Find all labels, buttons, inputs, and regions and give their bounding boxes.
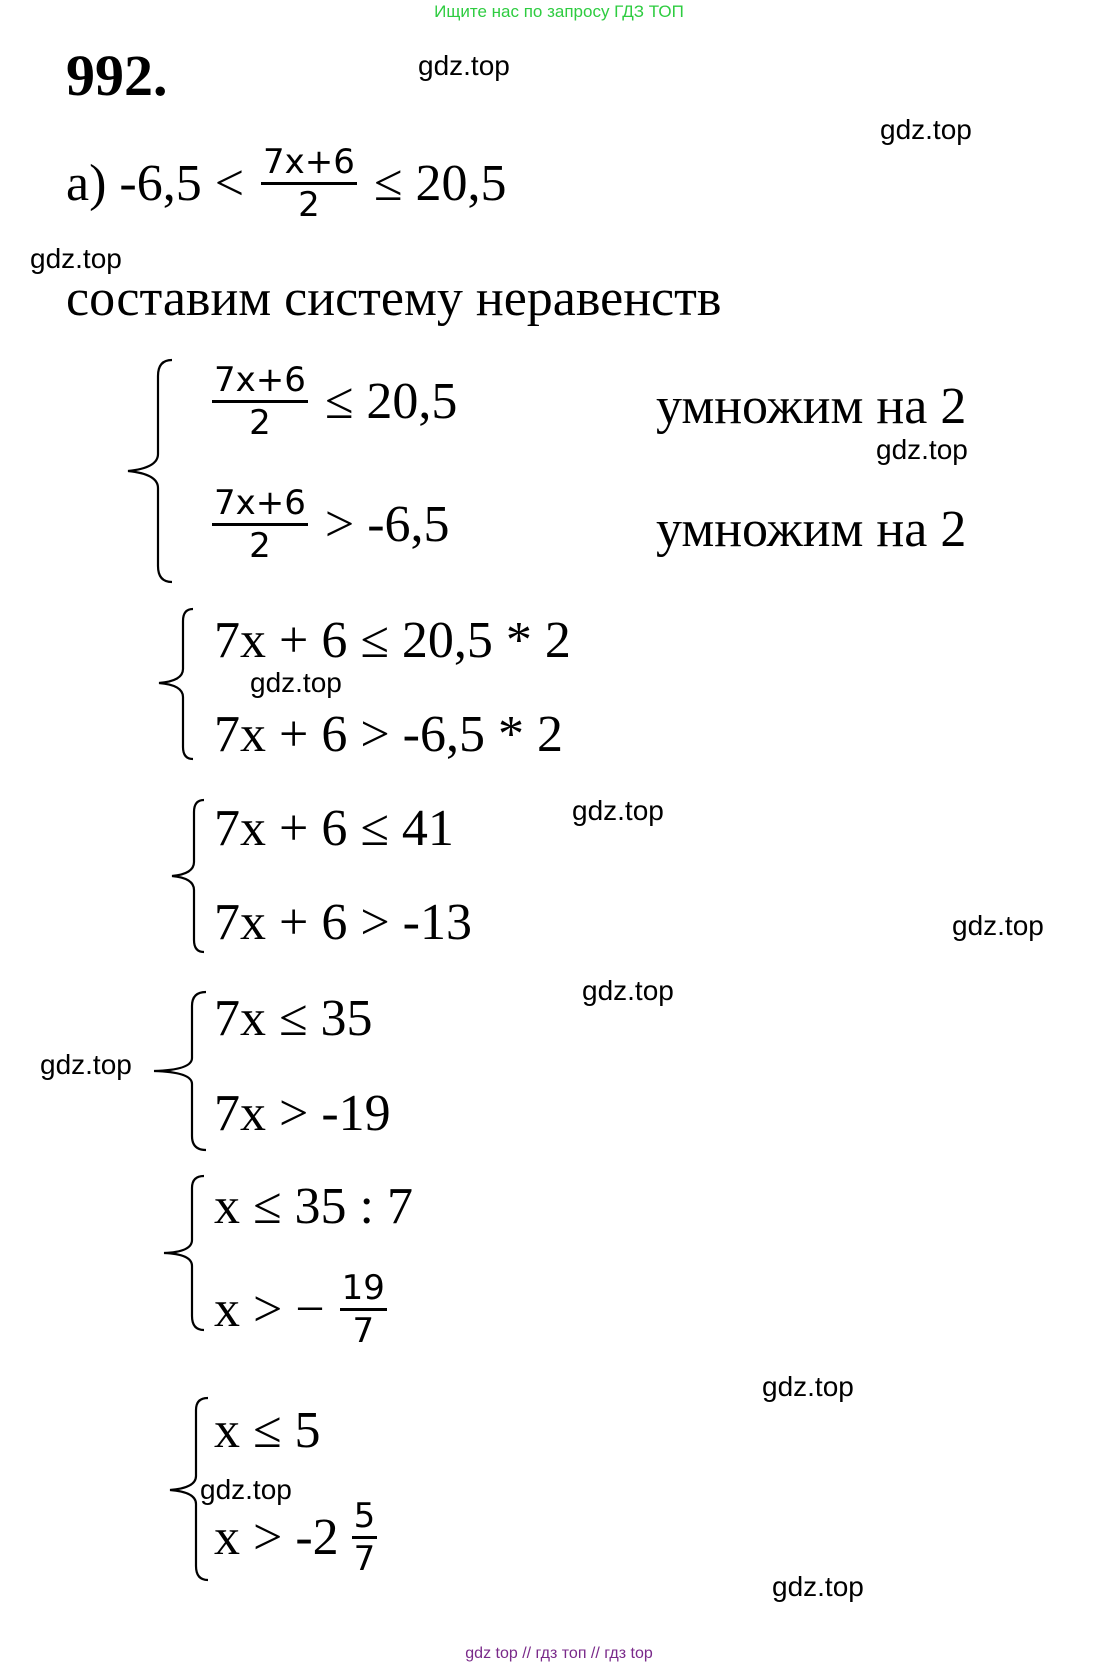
system4-row2: 7x > -19 [214,1085,391,1142]
fraction-numerator: 7x+6 [212,360,308,403]
watermark: gdz.top [250,667,342,698]
watermark: gdz.top [572,795,664,826]
watermark: gdz.top [880,114,972,145]
fraction-denominator: 7 [353,1539,376,1579]
fraction-denominator: 2 [298,185,320,225]
fraction-denominator: 7 [352,1311,375,1351]
watermark: gdz.top [952,910,1044,941]
system3-brace [170,796,206,956]
fraction-numerator: 7x+6 [261,142,357,185]
system3-row2: 7x + 6 > -13 [214,894,472,951]
relation: ≤ 20,5 [324,372,458,430]
system5-row1: x ≤ 35 : 7 [214,1178,413,1235]
part-a-inequality [66,142,506,225]
top-banner[interactable]: Ищите нас по запросу ГДЗ ТОП [434,2,684,21]
watermark: gdz.top [418,50,510,81]
fraction-denominator: 2 [249,403,271,443]
relation: x > − [214,1280,325,1338]
fraction-numerator: 7x+6 [212,483,308,526]
fraction-numerator: 19 [340,1268,387,1311]
part-a-fraction [261,142,357,225]
watermark: gdz.top [762,1371,854,1402]
system1-note1: умножим на 2 [656,378,967,435]
watermark: gdz.top [876,434,968,465]
watermark: gdz.top [200,1474,292,1505]
watermark: gdz.top [40,1049,132,1080]
relation: x > -2 [214,1508,339,1566]
watermark: gdz.top [772,1571,864,1602]
system4-brace [152,988,208,1154]
footer-links[interactable]: gdz top // гдз топ // гдз top [465,1645,653,1662]
fraction-denominator: 2 [249,526,271,566]
system1-note2: умножим на 2 [656,501,967,558]
part-a-right: ≤ 20,5 [373,154,507,212]
system1-brace [124,356,174,586]
watermark: gdz.top [30,243,122,274]
system2-brace [155,605,195,765]
system4-row1: 7x ≤ 35 [214,990,373,1047]
fraction-numerator: 5 [352,1496,378,1539]
system5-row2 [214,1268,391,1351]
system6-row2 [214,1496,381,1579]
system6-row1: x ≤ 5 [214,1402,321,1459]
part-a-label: а) -6,5 < [66,154,245,212]
watermark: gdz.top [582,975,674,1006]
system1-row1 [212,360,457,443]
intro-text: составим систему неравенств [66,270,722,327]
system5-brace [160,1172,206,1334]
relation: > -6,5 [324,495,450,553]
problem-number: 992. [66,43,168,108]
system1-row2 [212,483,450,566]
system2-row1: 7x + 6 ≤ 20,5 * 2 [214,612,571,669]
system3-row1: 7x + 6 ≤ 41 [214,800,454,857]
system2-row2: 7x + 6 > -6,5 * 2 [214,706,563,763]
